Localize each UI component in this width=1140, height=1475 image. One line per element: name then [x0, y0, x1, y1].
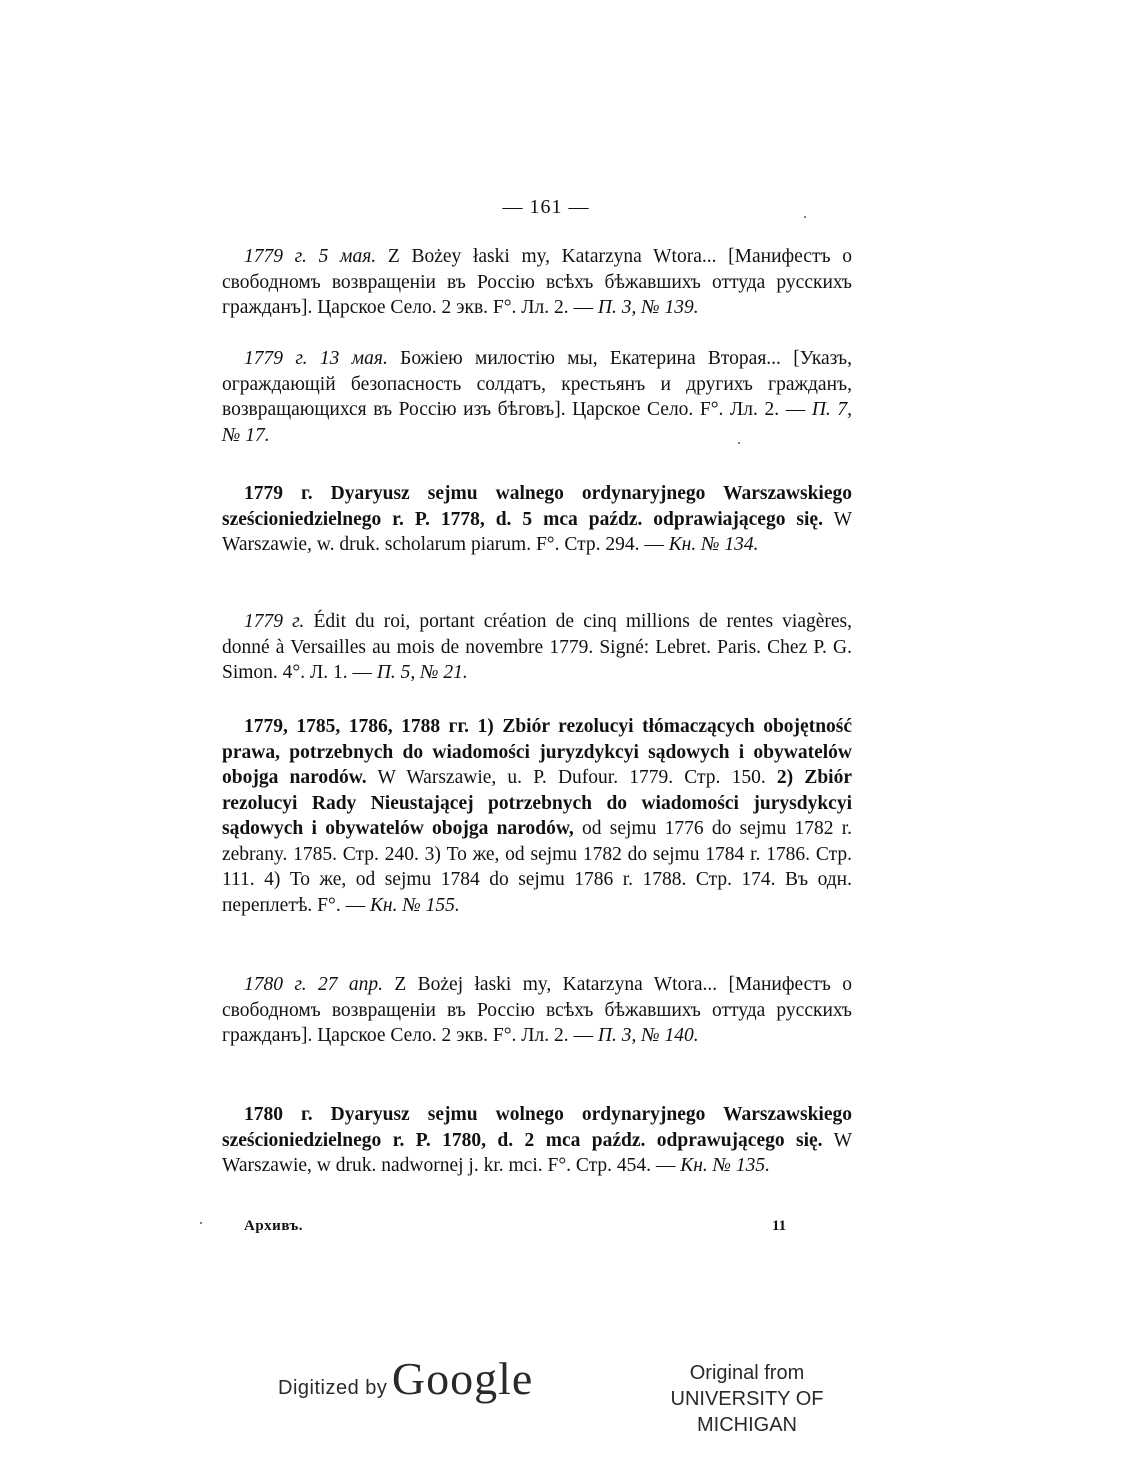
entry-text: W Warszawie, w. druk. scholarum piarum. F°. Стр. 294. —	[222, 508, 852, 555]
bibliography-entry	[222, 609, 852, 686]
entry-reference: П. 5, № 21.	[376, 662, 468, 683]
entry-reference: П. 3, № 139.	[597, 297, 699, 318]
sheet-number: 11	[772, 1218, 787, 1234]
entry-reference: Кн. № 155.	[369, 894, 460, 916]
entry-reference: П. 3, № 140.	[597, 1025, 699, 1046]
entry-text: W Warszawie, u. P. Dufour. 1779. Стр. 150.	[377, 767, 766, 788]
signature-mark: Архивъ.	[244, 1218, 304, 1234]
entry-text: Z Bożej łaski my, Katarzyna Wtora... [Манифестъ о свободномъ возвращеніи въ Россію всѣхъ бѣжавшихъ оттуда русскихъ гражданъ]. Царское Село. 2 экв. F°. Лл. 2. —	[222, 974, 852, 1046]
entry-text: Божіею милостію мы, Екатерина Вторая... [Указъ, ограждающій безопасность солдатъ, крестьянъ и другихъ гражданъ, возвращающихся въ Россію изъ бѣговъ]. Царское Село. F°. Лл. 2. —	[222, 348, 853, 420]
part-number: 1)	[477, 716, 494, 737]
entry-date: 1780 г. 27 апр.	[244, 974, 383, 995]
scan-speck	[200, 1222, 202, 1224]
google-logo: Google	[391, 1353, 534, 1404]
entry-text: od sejmu 1776 do sejmu 1782 r. zebrany. 1785. Стр. 240. 3) То же, od sejmu 1782 do sejmu 1784 r. 1786. Стр. 111. 4) То же, od sejmu 1784 do sejmu 1786 r. 1788. Стр. 174. Въ одн. переплетѣ. F°. —	[222, 818, 853, 916]
entry-date: 1779 г.	[244, 611, 305, 632]
entry-title: Zbiór rezolucyi tłómaczących obojętność prawa, potrzebnych do wiadomości juryzdykcyi sądowych i obywatelów obojga narodów.	[222, 716, 853, 788]
bibliography-entry	[222, 244, 852, 321]
bibliography-entry	[222, 714, 852, 918]
entry-date: 1779 г.	[244, 483, 313, 504]
entry-text: Édit du roi, portant création de cinq millions de rentes viagères, donné à Versailles au mois de novembre 1779. Signé: Lebret. Paris. Chez P. G. Simon. 4°. Л. 1. —	[222, 611, 852, 683]
scan-speck	[804, 216, 806, 218]
page-number: — 161 —	[502, 196, 590, 218]
entry-title: Dyaryusz sejmu wolnego ordynaryjnego Warszawskiego sześcioniedzielnego r. P. 1780, d. 2 mca paźdz. odprawującego się.	[222, 1104, 852, 1151]
entry-text: Z Bożey łaski my, Katarzyna Wtora... [Манифестъ о свободномъ возвращеніи въ Россію всѣхъ бѣжавшихъ оттуда русскихъ гражданъ]. Царское Село. 2 экв. F°. Лл. 2. —	[222, 246, 852, 318]
bibliography-entry	[222, 481, 852, 558]
entry-reference: Кн. № 135.	[680, 1155, 771, 1176]
entry-text: W Warszawie, w druk. nadwornej j. kr. mci. F°. Стр. 454. —	[222, 1129, 853, 1176]
bibliography-entry	[222, 346, 852, 448]
original-source-watermark	[622, 1360, 872, 1438]
entry-reference: Кн. № 134.	[668, 534, 759, 555]
entry-date: 1780 г.	[244, 1104, 313, 1125]
digitized-watermark	[278, 1352, 533, 1405]
university-label: UNIVERSITY OF MICHIGAN	[670, 1388, 824, 1436]
entry-title: Zbiór rezolucyi Rady Nieustającej potrzebnych do wiadomości jurysdykcyi sądowych i obywatelów obojga narodów,	[222, 767, 853, 839]
original-from-label: Original from	[689, 1362, 805, 1384]
entry-date: 1779 г. 5 мая.	[244, 246, 377, 267]
entry-date: 1779 г. 13 мая.	[244, 348, 388, 369]
entry-title: Dyaryusz sejmu walnego ordynaryjnego Warszawskiego sześcioniedzielnego r. P. 1778, d. 5 mca paźdz. odprawiającego się.	[222, 483, 852, 530]
scan-speck	[738, 442, 740, 444]
entry-date: 1779, 1785, 1786, 1788 гг.	[244, 716, 470, 737]
bibliography-entry	[222, 972, 852, 1049]
entry-reference: П. 7, № 17.	[222, 399, 852, 446]
bibliography-entry	[222, 1102, 852, 1179]
part-number: 2)	[776, 767, 794, 788]
digitized-label: Digitized by	[278, 1377, 388, 1399]
